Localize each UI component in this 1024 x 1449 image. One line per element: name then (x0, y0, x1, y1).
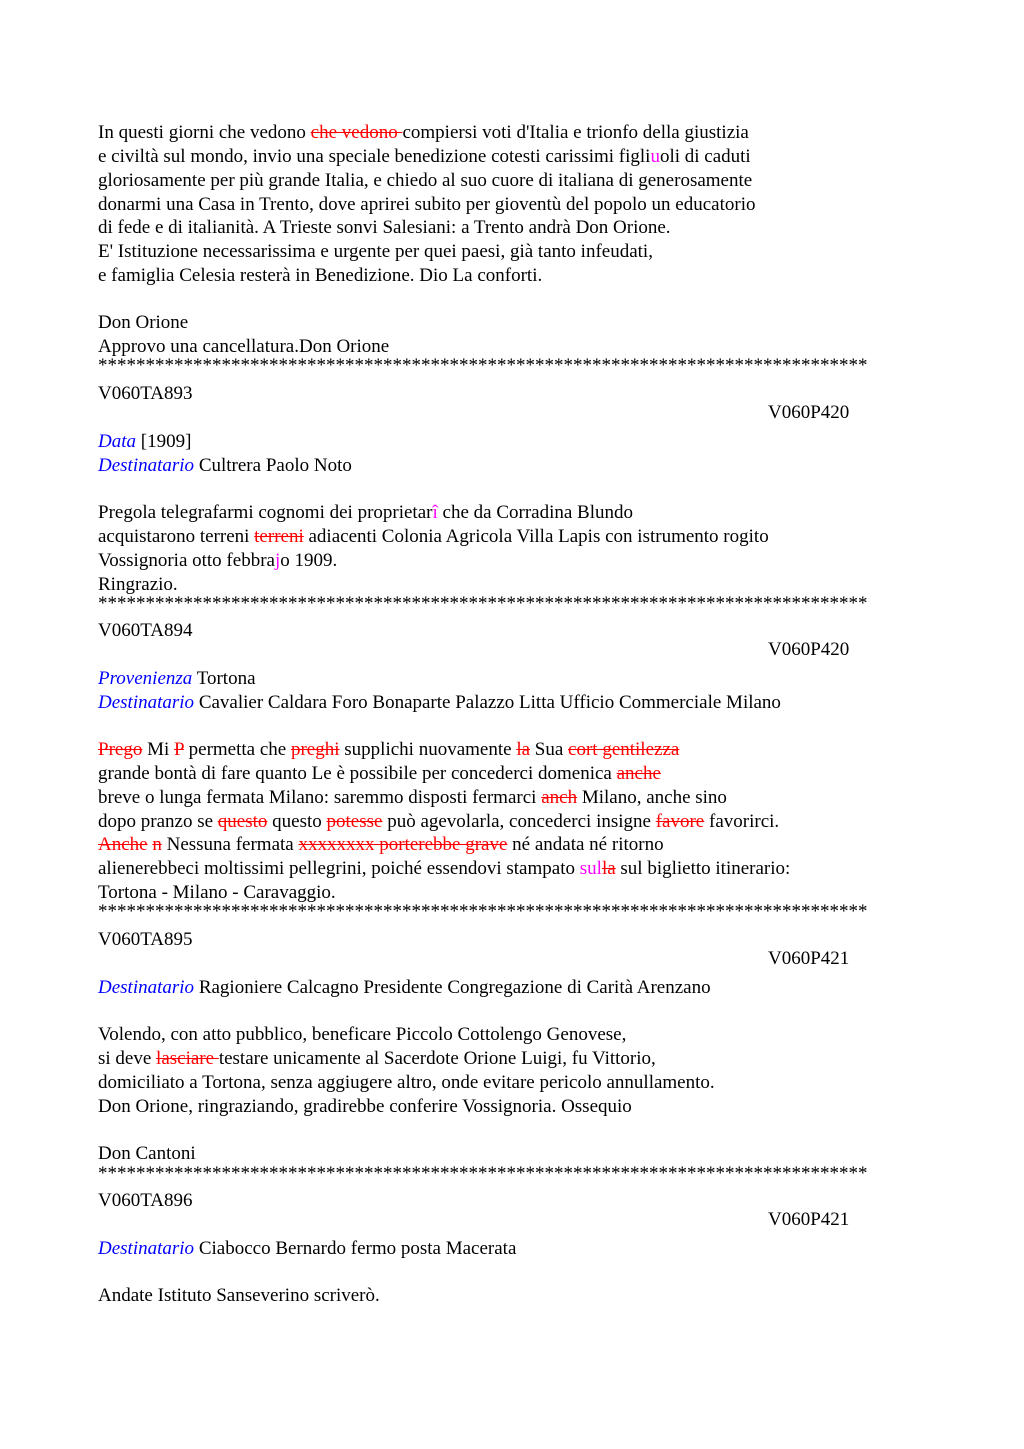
record-code: V060TA895 (98, 929, 193, 950)
deleted-text: anch (541, 787, 578, 808)
deleted-text: preghi (290, 739, 340, 760)
page-code: V060P421 (768, 1209, 850, 1230)
record-code: V060TA893 (98, 383, 193, 404)
record-code: V060TA894 (98, 620, 193, 641)
text-line: dopo pranzo se questo questo potesse può agevolarla, concederci insigne favore favorirci. (98, 811, 780, 832)
text-line: Ringrazio. (98, 574, 178, 595)
signature: Don Orione (98, 312, 189, 333)
deleted-text: terreni (254, 526, 304, 547)
text-line: E' Istituzione necessarissima e urgente per quei paesi, già tanto infeudati, (98, 241, 653, 262)
deleted-text: che vedono (310, 122, 403, 143)
text-line: Tortona - Milano - Caravaggio. (98, 882, 336, 903)
text-line: Prego Mi P permetta che preghi supplichi nuovamente la Sua cort gentilezza (98, 739, 680, 760)
field-label: Data (98, 431, 136, 452)
page-code: V060P420 (768, 402, 850, 423)
text-line: acquistarono terreni terreni adiacenti Colonia Agricola Villa Lapis con istrumento rogito (98, 526, 769, 547)
deleted-text: P (174, 739, 184, 760)
field-label: Destinatario (98, 455, 195, 476)
text-line: gloriosamente per più grande Italia, e chiedo al suo cuore di italiana di generosamente (98, 170, 753, 191)
text-line: Pregola telegrafarmi cognomi dei proprietarî che da Corradina Blundo (98, 502, 633, 523)
approval-note: Approvo una cancellatura.Don Orione (98, 336, 390, 357)
text-line: grande bontà di fare quanto Le è possibile per concederci domenica anche (98, 763, 661, 784)
text-line: breve o lunga fermata Milano: saremmo disposti fermarci anch Milano, anche sino (98, 787, 727, 808)
deleted-text: questo (217, 811, 268, 832)
recipient-field: Destinatario Ragioniere Calcagno Presidente Congregazione di Carità Arenzano (98, 977, 711, 998)
deleted-text: favore (655, 811, 705, 832)
text-line: Don Orione, ringraziando, gradirebbe conferire Vossignoria. Ossequio (98, 1096, 632, 1117)
field-label: Destinatario (98, 977, 195, 998)
origin-field: Provenienza Tortona (98, 668, 256, 689)
text-line: domiciliato a Tortona, senza aggiugere altro, onde evitare pericolo annullamento. (98, 1072, 715, 1093)
text-line: Anche n Nessuna fermata xxxxxxxx porterebbe grave né andata né ritorno (98, 834, 664, 855)
inserted-text: î (432, 502, 438, 523)
recipient-field: Destinatario Ciabocco Bernardo fermo posta Macerata (98, 1238, 517, 1259)
text-line: di fede e di italianità. A Trieste sonvi Salesiani: a Trento andrà Don Orione. (98, 217, 671, 238)
field-label: Destinatario (98, 1238, 195, 1259)
inserted-text: u (650, 146, 660, 167)
separator-rule: ********************************************************************************* (98, 593, 868, 614)
deleted-text: Anche (98, 834, 148, 855)
deleted-text: n (152, 834, 162, 855)
recipient-field: Destinatario Cultrera Paolo Noto (98, 455, 352, 476)
separator-rule: ********************************************************************************* (98, 355, 868, 376)
inserted-text: sul (579, 858, 602, 879)
deleted-text: lasciare (156, 1048, 219, 1069)
text-line: donarmi una Casa in Trento, dove aprirei subito per gioventù del popolo un educatorio (98, 194, 756, 215)
field-label: Destinatario (98, 692, 195, 713)
text-line: Andate Istituto Sanseverino scriverò. (98, 1285, 380, 1306)
deleted-text: cort gentilezza (568, 739, 680, 760)
field-label: Provenienza (98, 668, 193, 689)
deleted-text: Prego (98, 739, 143, 760)
date-field: Data [1909] (98, 431, 192, 452)
text-line: e famiglia Celesia resterà in Benedizione. Dio La conforti. (98, 265, 543, 286)
separator-rule: ********************************************************************************* (98, 901, 868, 922)
deleted-text: xxxxxxxx porterebbe grave (298, 834, 508, 855)
record-code: V060TA896 (98, 1190, 193, 1211)
page-code: V060P421 (768, 948, 850, 969)
recipient-field: Destinatario Cavalier Caldara Foro Bonaparte Palazzo Litta Ufficio Commerciale Milano (98, 692, 781, 713)
deleted-text: la (516, 739, 531, 760)
text-line: alienerebbeci moltissimi pellegrini, poiché essendovi stampato sulla sul biglietto itinerario: (98, 858, 791, 879)
text-line: e civiltà sul mondo, invio una speciale benedizione cotesti carissimi figliuoli di caduti (98, 146, 751, 167)
text-line: Vossignoria otto febbrajo 1909. (98, 550, 338, 571)
separator-rule: ********************************************************************************* (98, 1163, 868, 1184)
deleted-text: anche (616, 763, 661, 784)
page-code: V060P420 (768, 639, 850, 660)
text-line: si deve lasciare testare unicamente al Sacerdote Orione Luigi, fu Vittorio, (98, 1048, 656, 1069)
deleted-text: la (601, 858, 616, 879)
inserted-text: j (274, 550, 281, 571)
deleted-text: potesse (326, 811, 383, 832)
text-line: In questi giorni che vedono che vedono compiersi voti d'Italia e trionfo della giustizia (98, 122, 749, 143)
signature: Don Cantoni (98, 1143, 196, 1164)
text-line: Volendo, con atto pubblico, beneficare Piccolo Cottolengo Genovese, (98, 1024, 627, 1045)
